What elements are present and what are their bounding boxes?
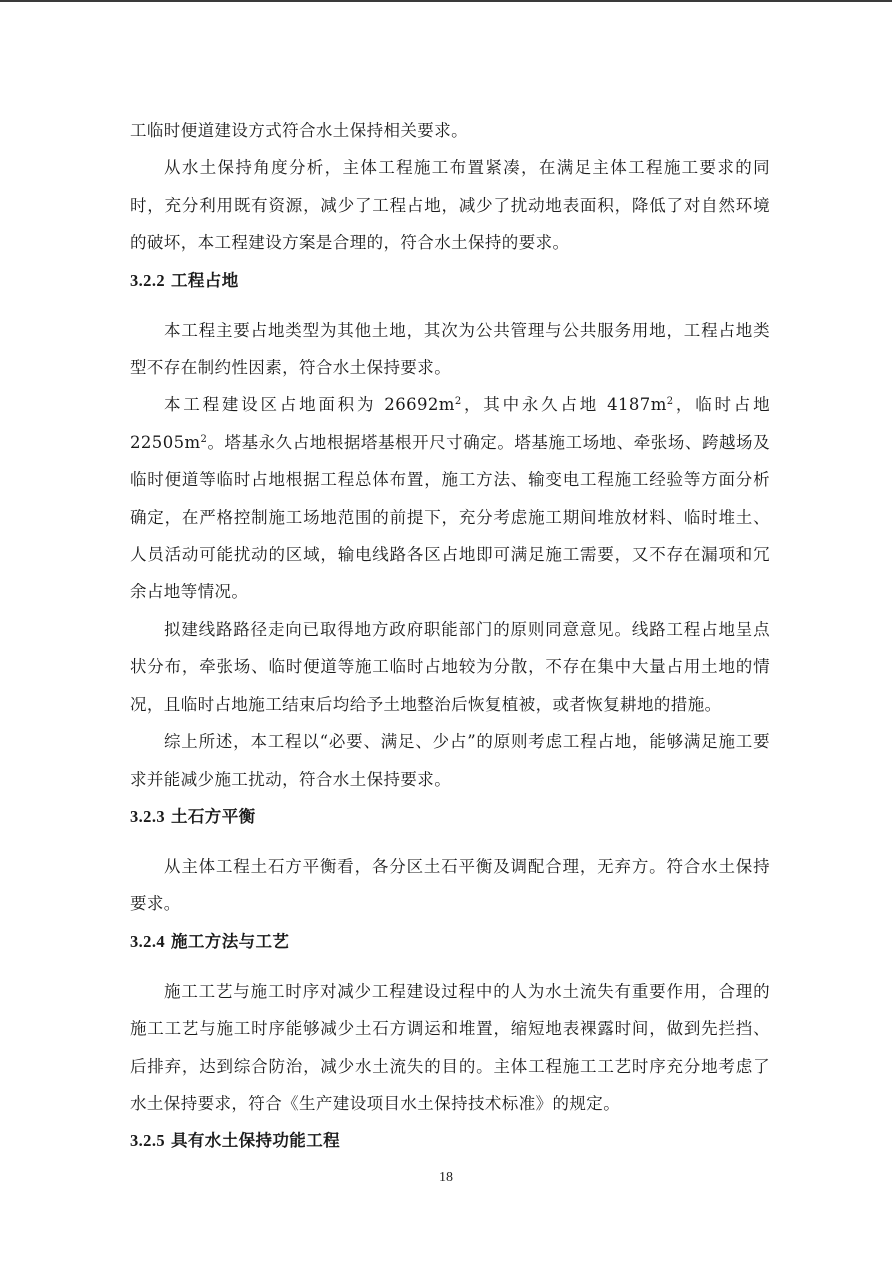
- paragraph-construction-method: 施工工艺与施工时序对减少工程建设过程中的人为水土流失有重要作用，合理的施工工艺与施工时序能够减少土石方调运和堆置，缩短地表裸露时间，做到先拦挡、后排弃，达到综合防治，减少水土流失的目的。主体工程施工工艺时序充分地考虑了水土保持要求，符合《生产建设项目水土保持技术标准》的规定。: [130, 981, 770, 1113]
- section-title: 工程占地: [171, 270, 239, 290]
- section-title: 土石方平衡: [171, 806, 256, 826]
- section-heading-3-2-5: [130, 1122, 770, 1172]
- document-body: [130, 112, 770, 1172]
- section-number: 3.2.4: [130, 931, 165, 951]
- section-title: 施工方法与工艺: [171, 931, 290, 951]
- page-number: 18: [439, 1170, 453, 1185]
- section-heading-3-2-3: [130, 798, 770, 848]
- section-number: 3.2.3: [130, 806, 165, 826]
- paragraph-continuation: 工临时便道建设方式符合水土保持相关要求。: [130, 121, 468, 140]
- paragraph-route: 拟建线路路径走向已取得地方政府职能部门的原则同意意见。线路工程占地呈点状分布，牵张场、临时便道等施工临时占地较为分散，不存在集中大量占用土地的情况，且临时占地施工结束后均给予土地整治后恢复植被，或者恢复耕地的措施。: [130, 619, 770, 714]
- section-title: 具有水土保持功能工程: [171, 1131, 340, 1151]
- paragraph-summary: 综上所述，本工程以“必要、满足、少占”的原则考虑工程占地，能够满足施工要求并能减少施工扰动，符合水土保持要求。: [130, 732, 770, 789]
- paragraph-land-area: 本工程建设区占地面积为 $26692m^2$，其中永久占地 $4187m^2$，临时占地 $22505m^2$。塔基永久占地根据塔基根开尺寸确定。塔基施工场地、牵张场、跨越场及临时便道等临时占地根据工程总体布置，施工方法、输变电工程施工经验等方面分析确定，在严格控制施工场地范围的前提下，充分考虑施工期间堆放材料、临时堆土、人员活动可能扰动的区域，输电线路各区占地即可满足施工需要，又不存在漏项和冗余占地等情况。: [130, 395, 770, 602]
- section-heading-3-2-2: [130, 262, 770, 312]
- section-number: 3.2.5: [130, 1131, 165, 1151]
- paragraph-earthwork: 从主体工程土石方平衡看，各分区土石平衡及调配合理，无弃方。符合水土保持要求。: [130, 856, 770, 914]
- paragraph-analysis: 从水土保持角度分析，主体工程施工布置紧凑，在满足主体工程施工要求的同时，充分利用既有资源，减少了工程占地，减少了扰动地表面积，降低了对自然环境的破坏，本工程建设方案是合理的，符合水土保持的要求。: [130, 158, 770, 253]
- top-border-rule: [0, 0, 892, 2]
- section-heading-3-2-4: [130, 923, 770, 973]
- paragraph-land-type: 本工程主要占地类型为其他土地，其次为公共管理与公共服务用地，工程占地类型不存在制约性因素，符合水土保持要求。: [130, 320, 770, 378]
- section-number: 3.2.2: [130, 270, 165, 290]
